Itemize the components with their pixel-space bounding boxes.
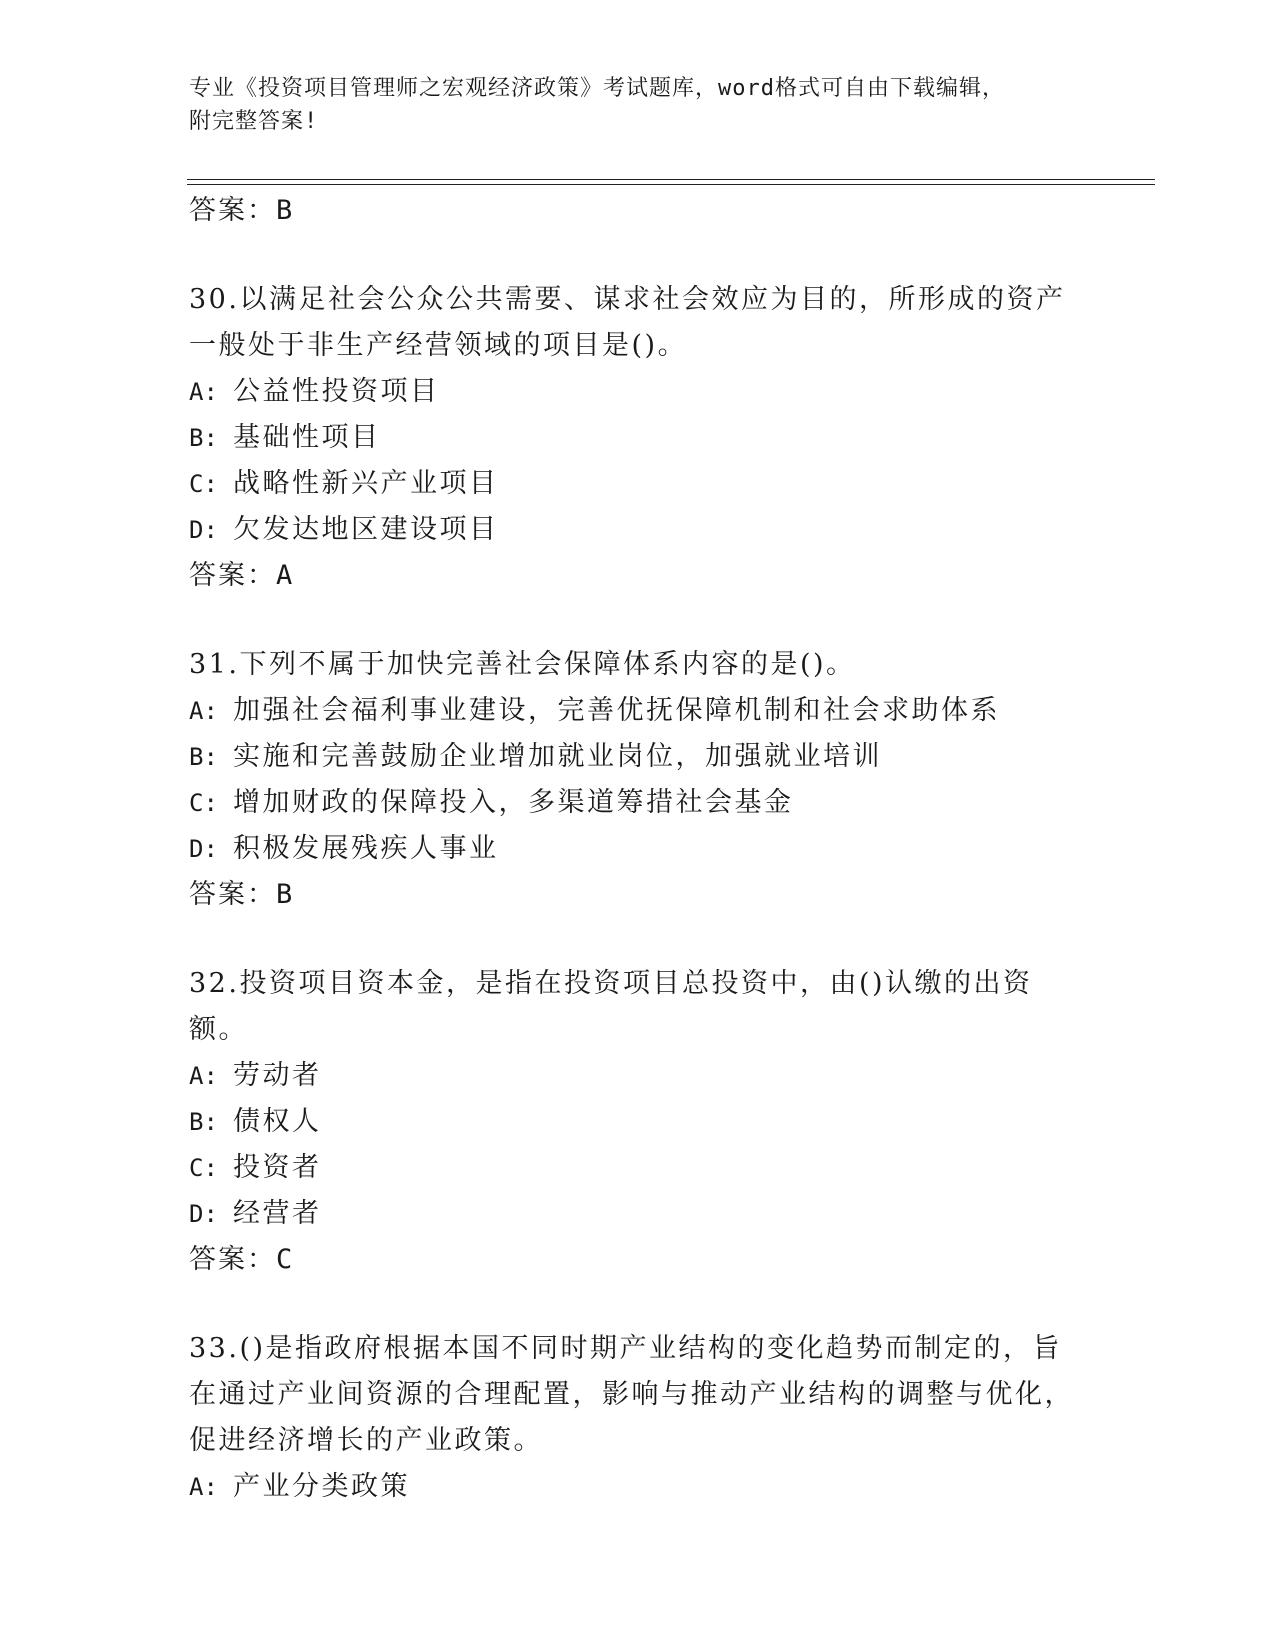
header-line-1: 专业《投资项目管理师之宏观经济政策》考试题库，word格式可自由下载编辑， (189, 76, 1005, 101)
option-c (189, 1145, 1089, 1191)
answer-line: 答案：A (189, 560, 295, 591)
question-block-31 (189, 642, 1089, 918)
option-text: 欠发达地区建设项目 (233, 514, 499, 545)
option-b (189, 415, 1089, 461)
option-b (189, 1099, 1089, 1145)
option-letter: D: (189, 1200, 218, 1228)
option-text: 基础性项目 (233, 422, 381, 453)
option-text: 投资者 (233, 1152, 322, 1183)
question-block-33 (189, 1326, 1089, 1510)
option-b (189, 734, 1089, 780)
answer-line: 答案：B (189, 879, 295, 910)
spacer (189, 599, 1089, 642)
option-letter: A: (189, 697, 218, 725)
option-a (189, 1464, 1089, 1510)
spacer (189, 918, 1089, 961)
option-text: 公益性投资项目 (233, 376, 440, 407)
option-letter: C: (189, 1154, 218, 1182)
option-text: 经营者 (233, 1198, 322, 1229)
question-block-30 (189, 277, 1089, 599)
option-text: 实施和完善鼓励企业增加就业岗位，加强就业培训 (233, 741, 882, 772)
option-text: 战略性新兴产业项目 (233, 468, 499, 499)
option-a (189, 688, 1089, 734)
option-letter: B: (189, 424, 218, 452)
option-d (189, 826, 1089, 872)
option-letter: A: (189, 1473, 218, 1501)
option-c (189, 461, 1089, 507)
question-text: 32.投资项目资本金，是指在投资项目总投资中，由()认缴的出资额。 (189, 968, 1033, 1045)
answer-line: 答案：C (189, 1244, 295, 1275)
question-block-32 (189, 961, 1089, 1283)
option-text: 积极发展残疾人事业 (233, 833, 499, 864)
question-text: 30.以满足社会公众公共需要、谋求社会效应为目的，所形成的资产一般处于非生产经营领域的项目是()。 (189, 284, 1066, 361)
option-letter: D: (189, 835, 218, 863)
option-a (189, 369, 1089, 415)
option-c (189, 780, 1089, 826)
option-letter: A: (189, 378, 218, 406)
answer-line: 答案：B (189, 195, 295, 226)
question-text: 33.()是指政府根据本国不同时期产业结构的变化趋势而制定的，旨在通过产业间资源的合理配置，影响与推动产业结构的调整与优化，促进经济增长的产业政策。 (189, 1333, 1074, 1456)
header-divider-bottom (187, 184, 1155, 185)
option-text: 债权人 (233, 1106, 322, 1137)
option-d (189, 507, 1089, 553)
option-a (189, 1053, 1089, 1099)
option-letter: C: (189, 789, 218, 817)
option-letter: D: (189, 516, 218, 544)
header-divider-top (187, 179, 1155, 180)
option-text: 产业分类政策 (233, 1471, 410, 1502)
option-text: 加强社会福利事业建设，完善优抚保障机制和社会求助体系 (233, 695, 1000, 726)
option-letter: C: (189, 470, 218, 498)
spacer (189, 1283, 1089, 1326)
question-list (189, 188, 1089, 1510)
document-header (189, 72, 1089, 138)
option-letter: B: (189, 743, 218, 771)
question-text: 31.下列不属于加快完善社会保障体系内容的是()。 (189, 649, 856, 680)
option-text: 增加财政的保障投入，多渠道筹措社会基金 (233, 787, 794, 818)
option-letter: A: (189, 1062, 218, 1090)
option-letter: B: (189, 1108, 218, 1136)
option-d (189, 1191, 1089, 1237)
spacer (189, 234, 1089, 277)
option-text: 劳动者 (233, 1060, 322, 1091)
header-line-2: 附完整答案! (189, 109, 319, 134)
